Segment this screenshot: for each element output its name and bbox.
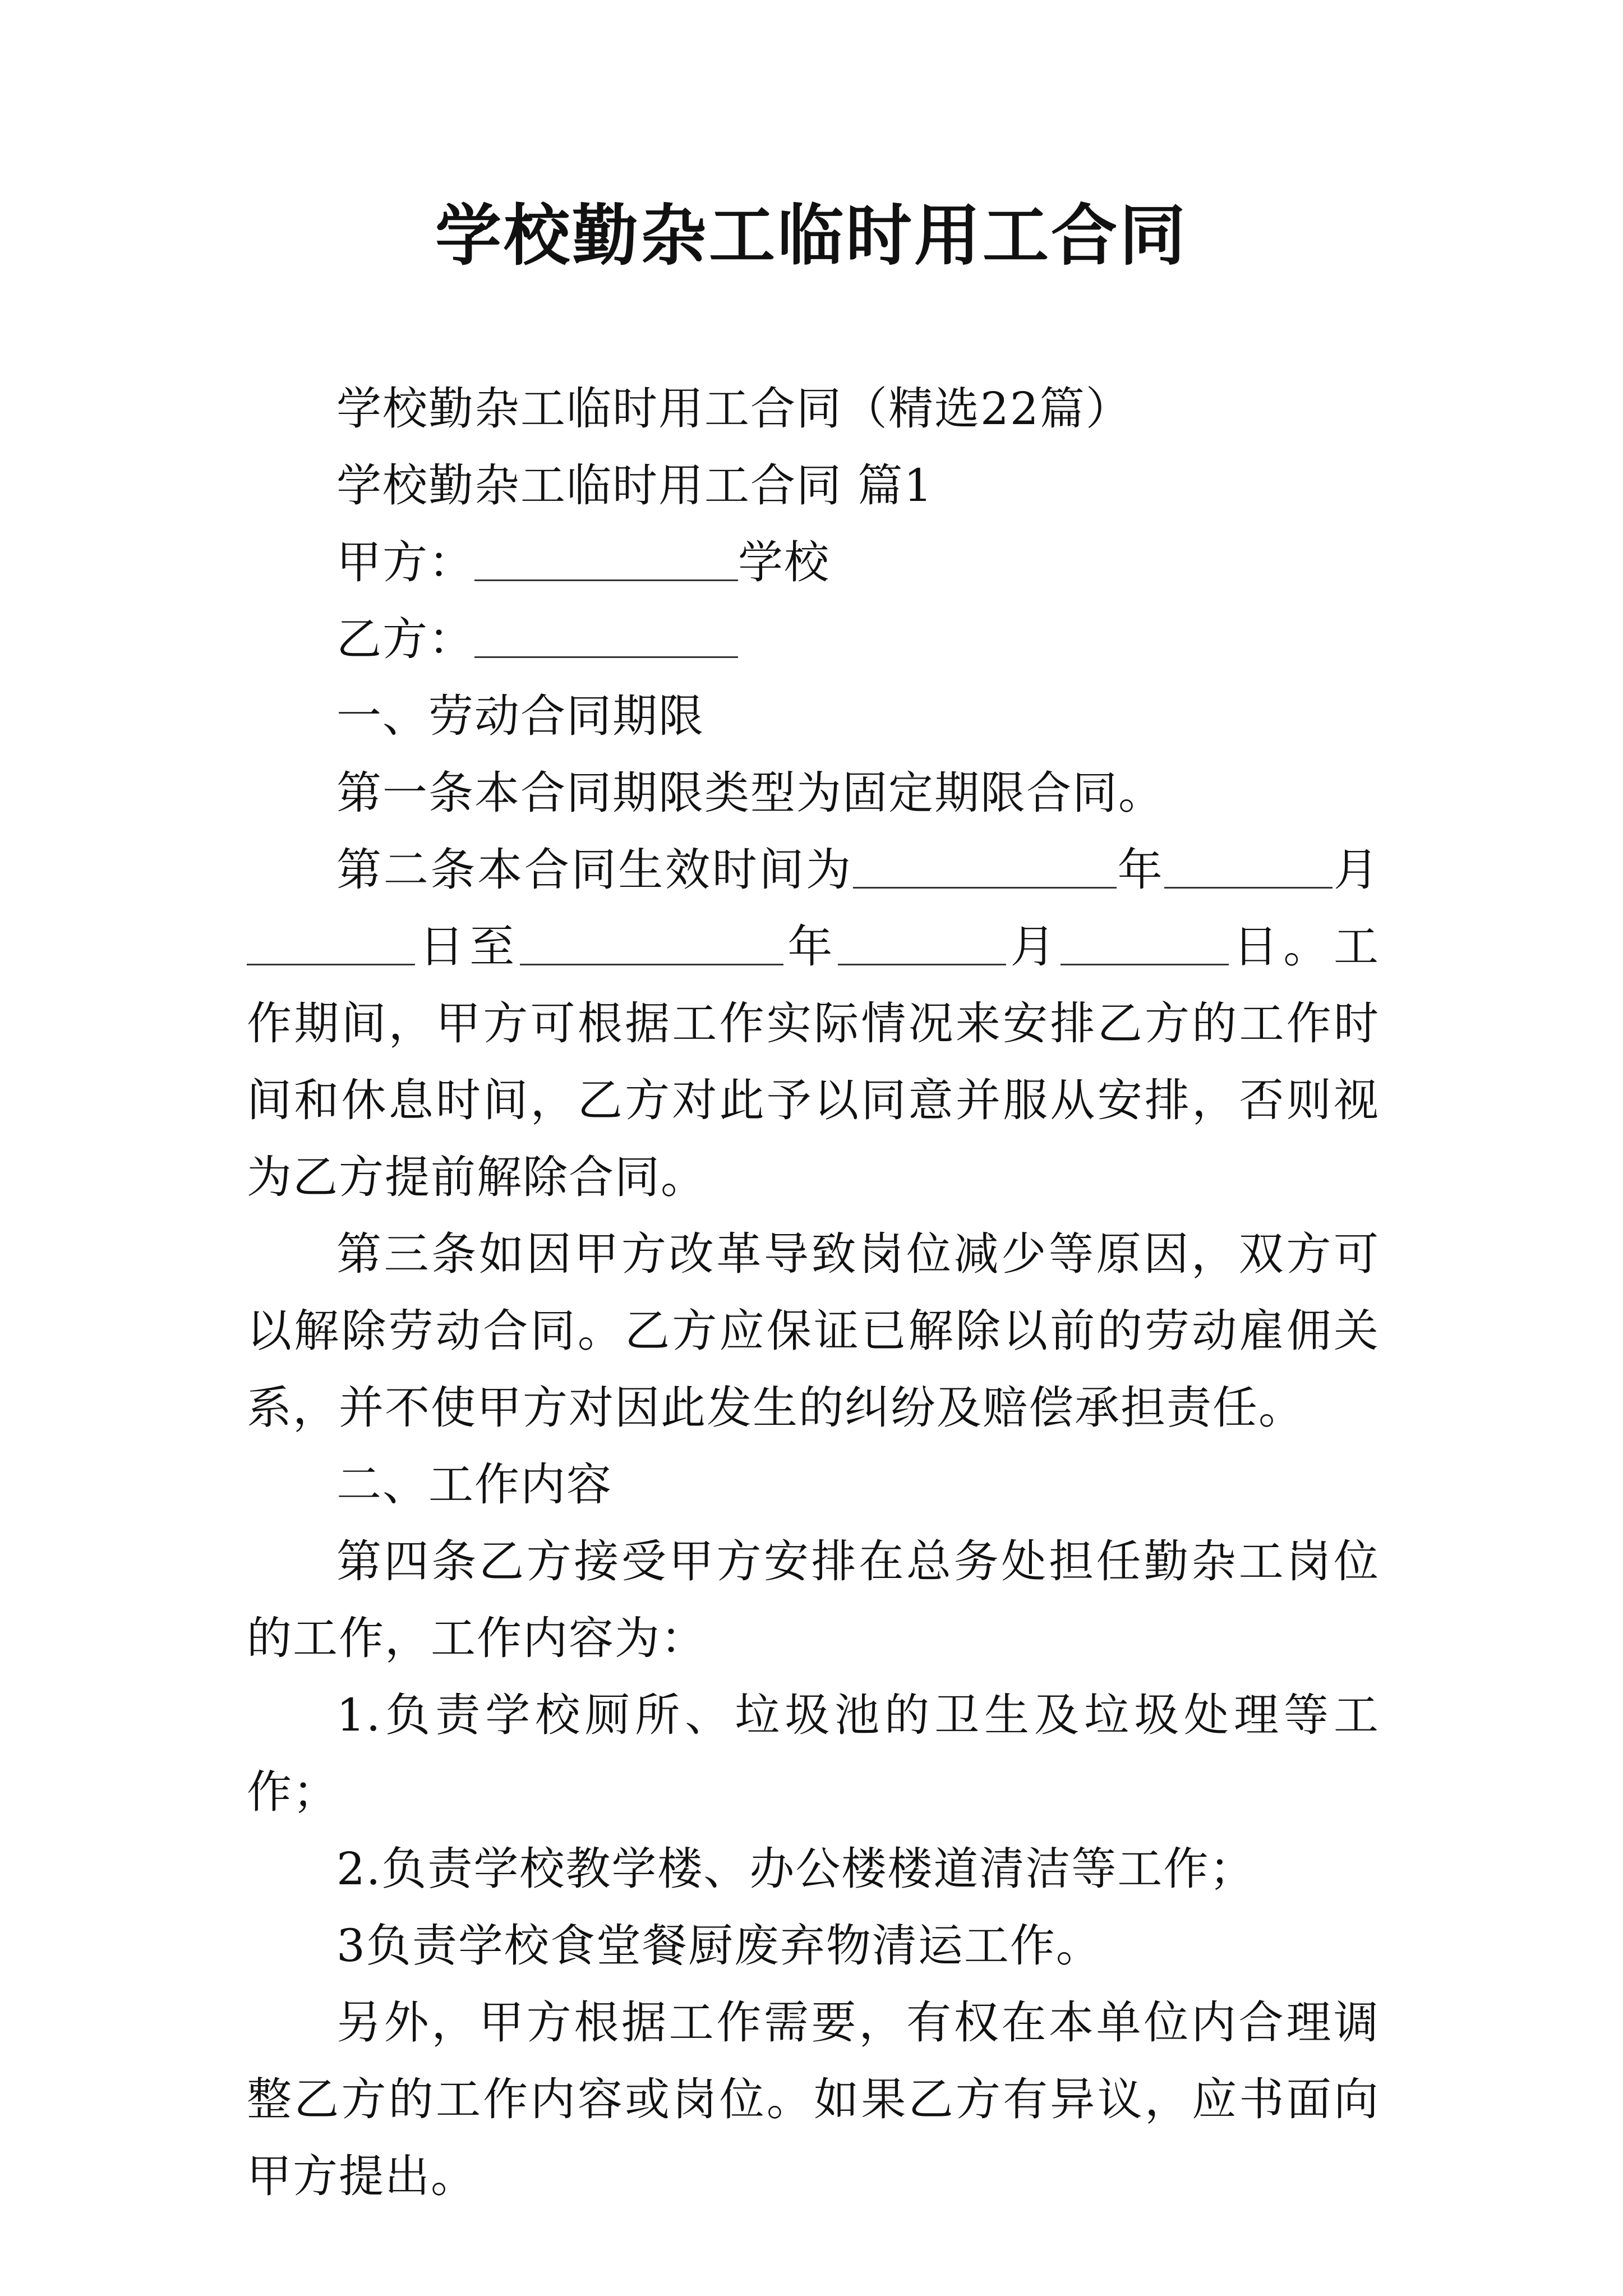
- section-heading: 学校勤杂工临时用工合同 篇1: [336, 459, 934, 512]
- end-year-blank: [520, 928, 783, 965]
- party-a-blank: [474, 544, 738, 581]
- party-a-label: 甲方：: [336, 536, 474, 588]
- party-b-blank: [474, 620, 738, 658]
- party-b-line: [247, 601, 1380, 678]
- end-day-blank: [1061, 928, 1229, 965]
- end-year-label: 年: [783, 921, 838, 973]
- start-day-blank: [247, 928, 415, 965]
- adjustment-note: 另外，甲方根据工作需要，有权在本单位内合理调整乙方的工作内容或岗位。如果乙方有异议，应书面向甲方提出。: [247, 1996, 1380, 2202]
- article-3: 第三条如因甲方改革导致岗位减少等原因，双方可以解除劳动合同。乙方应保证已解除以前的劳动雇佣关系，并不使甲方对因此发生的纠纷及赔偿承担责任。: [247, 1228, 1380, 1434]
- subtitle: 学校勤杂工临时用工合同（精选22篇）: [336, 383, 1132, 435]
- chapter-2-heading: 二、工作内容: [336, 1458, 612, 1511]
- party-a-suffix: 学校: [738, 536, 830, 588]
- article-4: 第四条乙方接受甲方安排在总务处担任勤杂工岗位的工作，工作内容为：: [247, 1535, 1380, 1664]
- start-year-label: 年: [1116, 844, 1165, 896]
- document-title: 学校勤杂工临时用工合同: [435, 196, 1188, 274]
- start-month-label: 月: [1332, 844, 1380, 896]
- end-month-label: 月: [1006, 921, 1061, 973]
- day-to-label: 日至: [415, 921, 520, 973]
- article-2-rest: 工作期间，甲方可根据工作实际情况来安排乙方的工作时间和休息时间，乙方对此予以同意并服从安排，否则视为乙方提前解除合同。: [247, 921, 1380, 1203]
- duty-2: 2.负责学校教学楼、办公楼楼道清洁等工作；: [336, 1843, 1256, 1895]
- start-year-blank: [853, 851, 1117, 889]
- duty-1: 1.负责学校厕所、垃圾池的卫生及垃圾处理等工作；: [247, 1689, 1380, 1818]
- duty-3: 3负责学校食堂餐厨废弃物清运工作。: [336, 1920, 1102, 1972]
- start-month-blank: [1164, 851, 1332, 889]
- day-end-label: 日。: [1229, 921, 1334, 973]
- document-body: [247, 370, 1380, 2215]
- article-2: [247, 831, 1380, 1216]
- article-1: 第一条本合同期限类型为固定期限合同。: [336, 767, 1164, 819]
- party-b-label: 乙方：: [336, 613, 474, 665]
- party-a-line: [247, 524, 1380, 601]
- end-month-blank: [838, 928, 1006, 965]
- chapter-1-heading: 一、劳动合同期限: [336, 690, 704, 742]
- article-2-start: 第二条本合同生效时间为: [336, 844, 853, 896]
